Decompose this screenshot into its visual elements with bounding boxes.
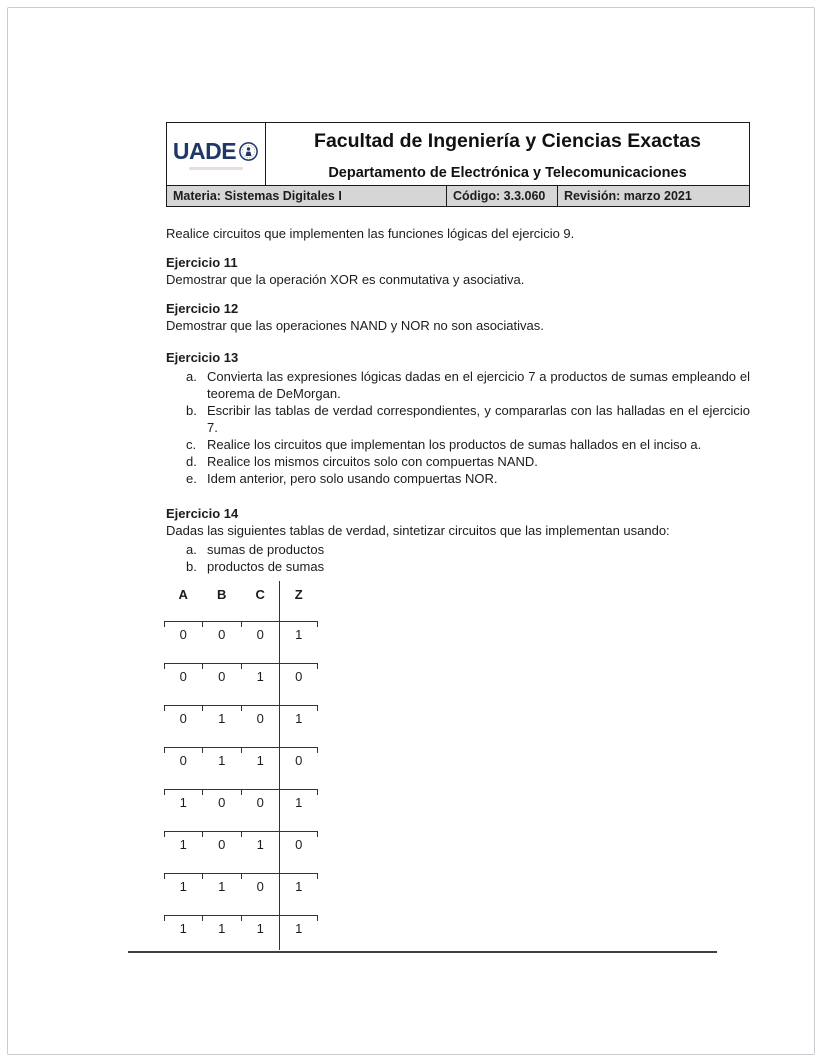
table-cell: 0 [203, 622, 242, 663]
table-cell: 1 [280, 622, 319, 663]
exercise-11-body: Demostrar que la operación XOR es conmutativa y asociativa. [166, 272, 525, 287]
exercise-12-title: Ejercicio 12 [166, 301, 239, 316]
list-item-text: sumas de productos [207, 542, 325, 557]
faculty-title: Facultad de Ingeniería y Ciencias Exactas [314, 130, 701, 152]
table-cell: 0 [241, 706, 280, 747]
table-cell: 1 [280, 874, 319, 915]
table-cell: 0 [164, 706, 203, 747]
table-cell: 0 [280, 664, 319, 705]
table-row [164, 747, 318, 789]
exercise-12-body: Demostrar que las operaciones NAND y NOR no son asociativas. [166, 318, 544, 333]
table-cell: 0 [241, 622, 280, 663]
table-cell: 0 [280, 748, 319, 789]
list-item-text: Realice los circuitos que implementan los productos de sumas hallados en el inciso a. [207, 437, 702, 452]
list-item [186, 368, 750, 402]
table-cell: 0 [280, 832, 319, 873]
exercise-14-body: Dadas las siguientes tablas de verdad, sintetizar circuitos que las implementan usando: [166, 523, 670, 538]
table-cell: 1 [280, 790, 319, 831]
table-row [164, 705, 318, 747]
column-header: C [255, 587, 265, 602]
list-item-text: Realice los mismos circuitos solo con compuertas NAND. [207, 454, 538, 469]
table-cell: 1 [203, 874, 242, 915]
table-cell: 0 [164, 748, 203, 789]
table-cell: 0 [203, 790, 242, 831]
footer-rule [128, 951, 717, 953]
revision-cell: Revisión: marzo 2021 [564, 189, 692, 203]
list-item-text: Escribir las tablas de verdad correspondientes, y compararlas con las halladas en el ejercicio 7. [207, 403, 750, 435]
list-item [186, 436, 750, 453]
table-cell: 1 [164, 790, 203, 831]
table-cell: 1 [241, 748, 280, 789]
logo-tagline [189, 167, 243, 170]
table-cell: 1 [164, 832, 203, 873]
document-body [166, 207, 750, 957]
exercise-11-title: Ejercicio 11 [166, 255, 238, 270]
table-row [164, 831, 318, 873]
table-cell: 1 [164, 916, 203, 957]
table-row [164, 789, 318, 831]
list-item-text: Idem anterior, pero solo usando compuertas NOR. [207, 471, 498, 486]
table-cell: 1 [241, 664, 280, 705]
list-item [186, 541, 750, 558]
list-item [186, 453, 750, 470]
uade-logo: UADE [172, 138, 237, 164]
table-row [164, 663, 318, 705]
table-cell: 1 [241, 832, 280, 873]
table-cell: 1 [280, 916, 319, 957]
exercise-13-list [186, 368, 750, 487]
list-item [186, 558, 750, 575]
table-cell: 1 [280, 706, 319, 747]
header-title-cell [266, 123, 749, 185]
list-item [186, 402, 750, 436]
list-item-marker: a. [186, 369, 197, 384]
exercise-13-title: Ejercicio 13 [166, 350, 239, 365]
codigo-cell: Código: 3.3.060 [447, 186, 558, 206]
document-header-table [166, 122, 750, 207]
department-title: Departamento de Electrónica y Telecomunicaciones [328, 165, 687, 181]
list-item [186, 470, 750, 487]
list-item-marker: b. [186, 403, 197, 418]
table-cell: 0 [203, 664, 242, 705]
table-cell: 1 [203, 916, 242, 957]
table-cell: 1 [203, 748, 242, 789]
uade-crest-icon [238, 141, 259, 162]
table-row [164, 621, 318, 663]
exercise-14-title: Ejercicio 14 [166, 506, 239, 521]
column-header: B [217, 587, 227, 602]
materia-cell: Materia: Sistemas Digitales I [167, 186, 447, 206]
table-cell: 0 [164, 622, 203, 663]
list-item-marker: d. [186, 454, 197, 469]
logo-cell [167, 123, 266, 185]
list-item-marker: a. [186, 542, 197, 557]
header-meta-row [167, 186, 749, 206]
list-item-marker: c. [186, 437, 197, 452]
list-item-text: Convierta las expresiones lógicas dadas en el ejercicio 7 a productos de sumas empleando el teorema de DeMorgan. [207, 369, 750, 401]
table-cell: 0 [203, 832, 242, 873]
column-header: Z [294, 587, 303, 602]
exercise-14-list [186, 541, 750, 575]
table-cell: 1 [164, 874, 203, 915]
list-item-marker: e. [186, 471, 197, 486]
intro-paragraph: Realice circuitos que implementen las funciones lógicas del ejercicio 9. [166, 226, 575, 241]
truth-table-header-row [164, 581, 318, 621]
table-cell: 0 [164, 664, 203, 705]
truth-table [164, 581, 318, 957]
table-cell: 0 [241, 790, 280, 831]
table-cell: 1 [203, 706, 242, 747]
header-top-row [167, 123, 749, 186]
table-cell: 0 [241, 874, 280, 915]
list-item-text: productos de sumas [207, 559, 325, 574]
table-row [164, 873, 318, 915]
table-cell: 1 [241, 916, 280, 957]
column-header: A [178, 587, 188, 602]
list-item-marker: b. [186, 559, 197, 574]
